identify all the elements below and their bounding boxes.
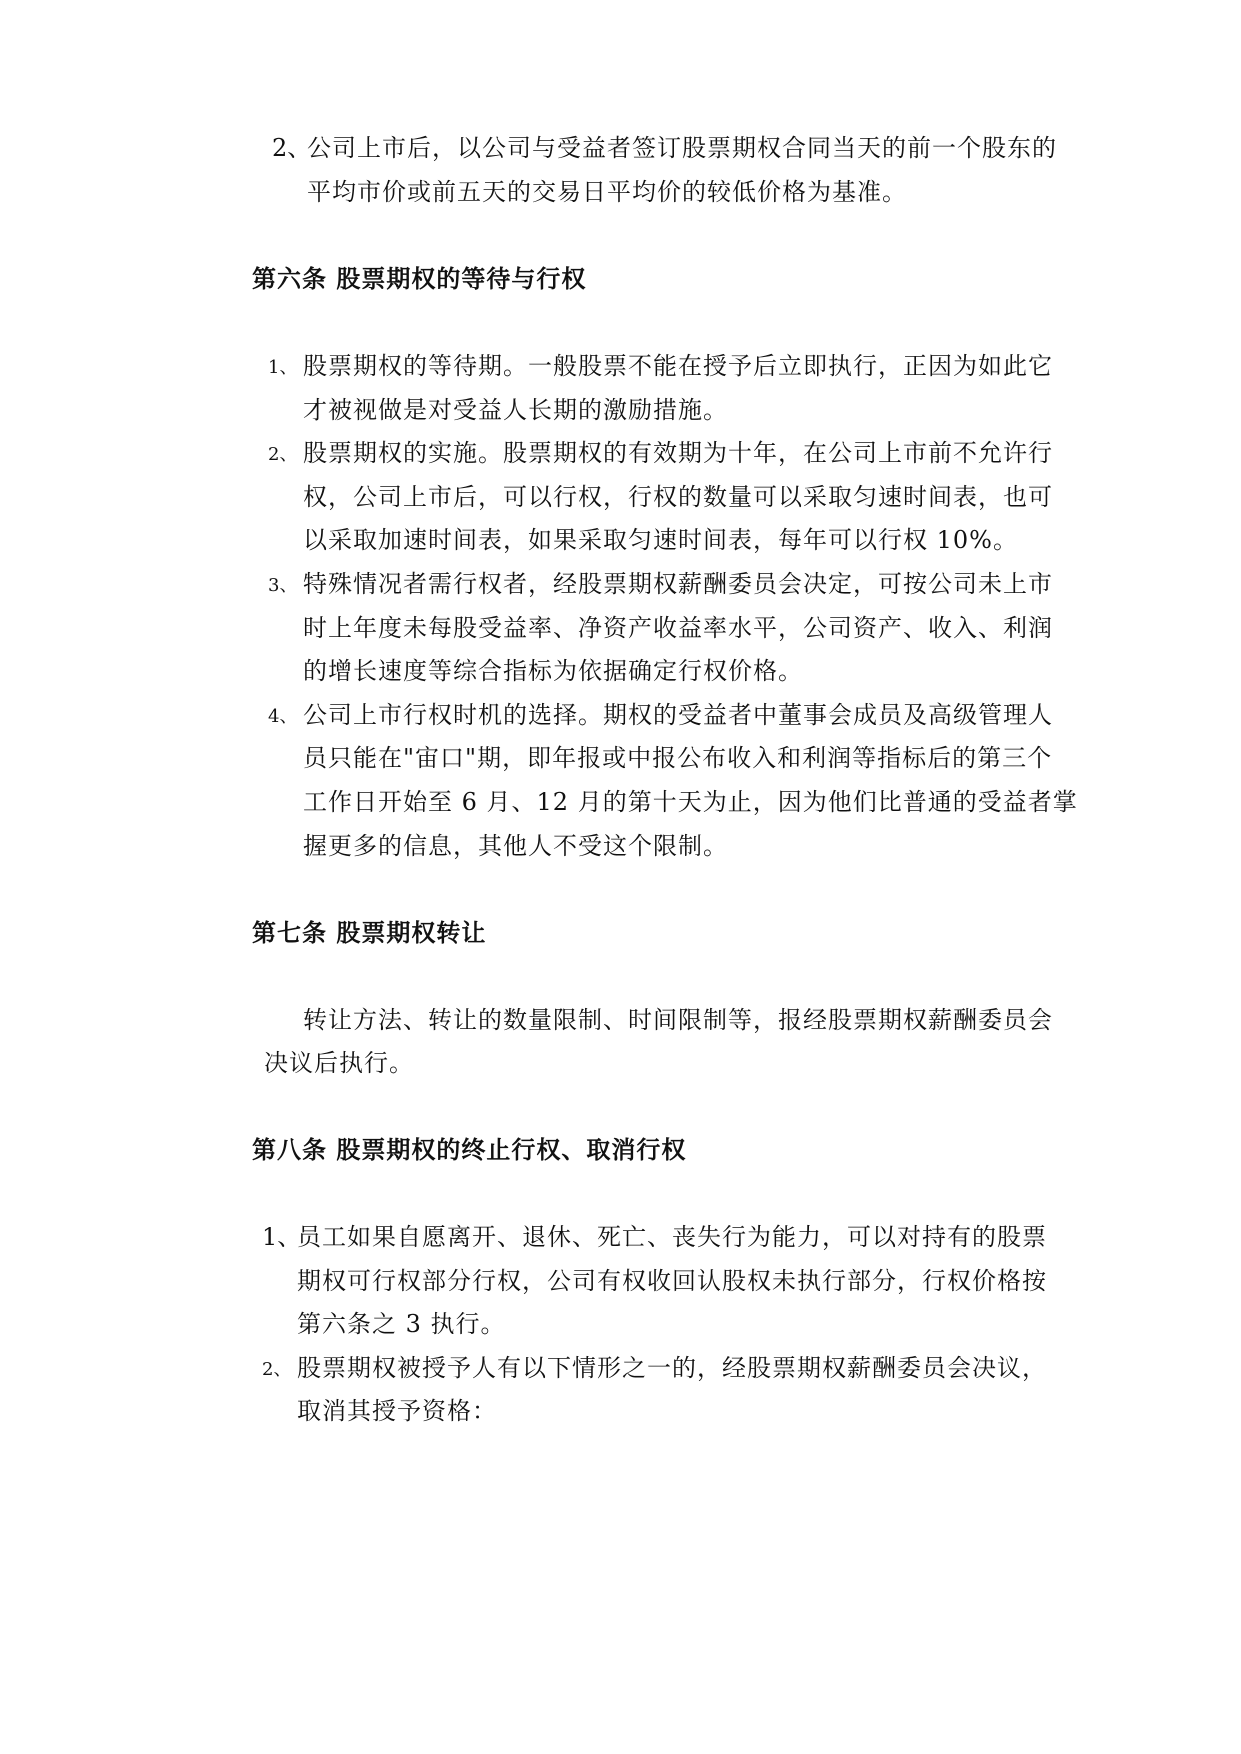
article-6-item-number: 3、 [268,575,298,596]
article-6-item-line: 的增长速度等综合指标为依据确定行权价格。 [303,657,803,685]
article-6-heading: 第六条 股票期权的等待与行权 [252,264,587,293]
article-7-heading: 第七条 股票期权转让 [252,918,487,947]
intro-item-line: 公司上市后，以公司与受益者签订股票期权合同当天的前一个股东的 [307,134,1057,162]
intro-item-line: 平均市价或前五天的交易日平均价的较低价格为基准。 [307,178,907,206]
article-8-item-number: 2、 [262,1359,292,1380]
article-6-item-line: 权，公司上市后，可以行权，行权的数量可以采取匀速时间表，也可 [303,483,1053,511]
article-8-heading: 第八条 股票期权的终止行权、取消行权 [252,1135,687,1164]
article-6-item-line: 握更多的信息，其他人不受这个限制。 [303,832,728,860]
article-8-item-line: 取消其授予资格： [297,1397,497,1425]
article-8-item-number: 1、 [262,1223,302,1251]
article-6-item-line: 股票期权的实施。股票期权的有效期为十年，在公司上市前不允许行 [303,439,1053,467]
article-8-item-line: 第六条之 3 执行。 [297,1310,506,1338]
article-8-item-line: 期权可行权部分行权，公司有权收回认股权未执行部分，行权价格按 [297,1267,1047,1295]
article-6-item-number: 2、 [268,444,298,465]
article-8-item-line: 员工如果自愿离开、退休、死亡、丧失行为能力，可以对持有的股票 [297,1223,1047,1251]
article-6-item-number: 4、 [268,706,298,727]
article-6-item-line: 工作日开始至 6 月、12 月的第十天为止，因为他们比普通的受益者掌 [303,788,1078,816]
article-6-item-line: 特殊情况者需行权者，经股票期权薪酬委员会决定，可按公司未上市 [303,570,1053,598]
article-6-item-line: 员只能在"宙口"期，即年报或中报公布收入和利润等指标后的第三个 [303,744,1053,772]
article-6-item-line: 股票期权的等待期。一般股票不能在授予后立即执行，正因为如此它 [303,352,1053,380]
article-7-body-line: 决议后执行。 [264,1049,414,1077]
article-7-body-line: 转让方法、转让的数量限制、时间限制等，报经股票期权薪酬委员会 [303,1006,1053,1034]
article-8-item-line: 股票期权被授予人有以下情形之一的，经股票期权薪酬委员会决议， [297,1354,1047,1382]
article-6-item-number: 1、 [268,357,298,378]
article-6-item-line: 才被视做是对受益人长期的激励措施。 [303,396,728,424]
intro-item-number: 2、 [272,134,312,162]
article-6-item-line: 以采取加速时间表，如果采取匀速时间表，每年可以行权 10%。 [303,526,1018,554]
article-6-item-line: 公司上市行权时机的选择。期权的受益者中董事会成员及高级管理人 [303,701,1053,729]
article-6-item-line: 时上年度未每股受益率、净资产收益率水平，公司资产、收入、利润 [303,614,1053,642]
